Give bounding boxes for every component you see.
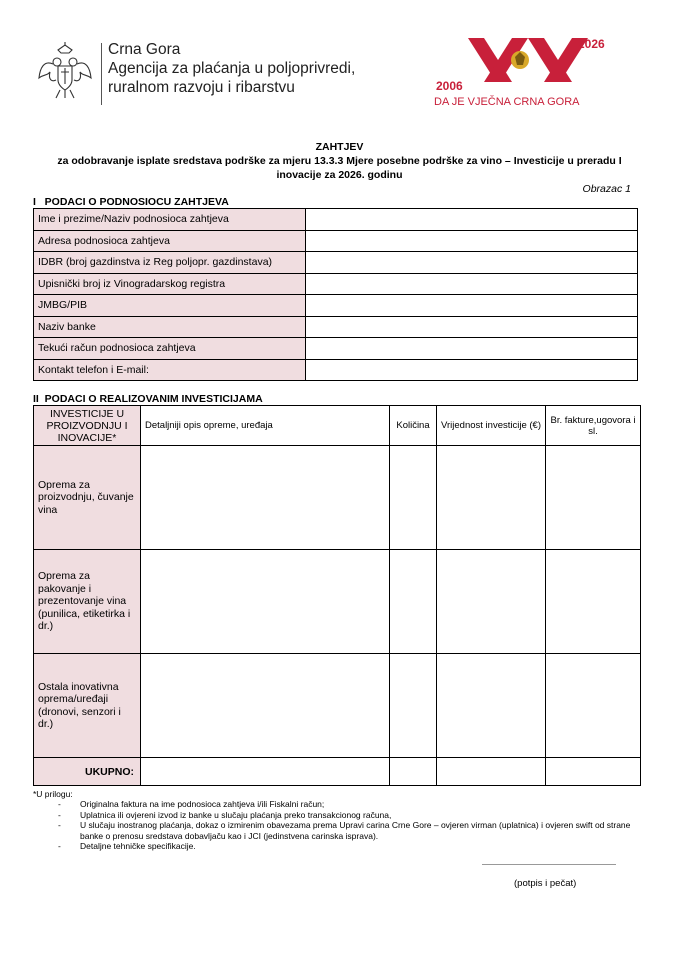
total-value-cell[interactable] — [437, 758, 546, 786]
attachment-text: Uplatnica ili ovjereni izvod iz banke u slučaju plaćanja preko transakcionog računa, — [80, 809, 392, 820]
list-bullet: - — [58, 820, 61, 830]
list-item — [58, 841, 648, 852]
form-subtitle-line1: za odobravanje isplate sredstava podrške za mjeru 13.3.3 Mjere posebne podrške za vino – Investicije u preradu I — [57, 155, 622, 167]
category-label: Oprema za proizvodnju, čuvanje vina — [34, 446, 141, 550]
list-item — [58, 799, 648, 810]
jubilee-year-end: 2026 — [578, 37, 605, 51]
column-header-category: INVESTICIJE U PROIZVODNJU I INOVACIJE* — [34, 406, 141, 446]
field-label: JMBG/PIB — [34, 295, 306, 317]
invoice-input-cell[interactable] — [546, 550, 641, 654]
description-input-cell[interactable] — [141, 446, 390, 550]
list-item — [58, 820, 648, 841]
category-label: Ostala inovativna oprema/uređaji (dronovi, senzori i dr.) — [34, 654, 141, 758]
attachments-heading: *U prilogu: — [33, 789, 73, 799]
applicant-table — [33, 208, 638, 381]
total-row — [34, 758, 641, 786]
name-input-cell[interactable] — [306, 209, 638, 231]
quantity-input-cell[interactable] — [390, 654, 437, 758]
form-code: Obrazac 1 — [582, 183, 631, 195]
field-label: Ime i prezime/Naziv podnosioca zahtjeva — [34, 209, 306, 231]
list-bullet: - — [58, 799, 61, 809]
section-investments-heading: II PODACI O REALIZOVANIM INVESTICIJAMA — [33, 393, 263, 405]
field-label: Tekući račun podnosioca zahtjeva — [34, 338, 306, 360]
column-header-quantity: Količina — [390, 406, 437, 446]
agency-line-country: Crna Gora — [108, 41, 181, 58]
invoice-input-cell[interactable] — [546, 654, 641, 758]
total-quantity-cell[interactable] — [390, 758, 437, 786]
address-input-cell[interactable] — [306, 230, 638, 252]
quantity-input-cell[interactable] — [390, 446, 437, 550]
description-input-cell[interactable] — [141, 654, 390, 758]
invoice-input-cell[interactable] — [546, 446, 641, 550]
signature-label: (potpis i pečat) — [514, 878, 577, 889]
bank-name-input-cell[interactable] — [306, 316, 638, 338]
column-header-value: Vrijednost investicije (€) — [437, 406, 546, 446]
coat-of-arms-icon — [36, 42, 94, 100]
jubilee-slogan: DA JE VJEČNA CRNA GORA — [434, 96, 580, 108]
total-description-cell[interactable] — [141, 758, 390, 786]
quantity-input-cell[interactable] — [390, 550, 437, 654]
table-row — [34, 359, 638, 381]
agency-line-name-cont: ruralnom razvoju i ribarstvu — [108, 79, 295, 96]
idbr-input-cell[interactable] — [306, 252, 638, 274]
table-row — [34, 446, 641, 550]
value-input-cell[interactable] — [437, 550, 546, 654]
list-bullet: - — [58, 841, 61, 851]
attachment-text: U slučaju inostranog plaćanja, dokaz o izmirenim obavezama prema Upravi carina Crne Gore – ovjeren virman (uplatnica) i ovjeren swift od strane banke o prenosu sredstava dobavljaču kao i JCI (jedinstvena carinska isprava). — [80, 820, 631, 841]
list-item — [58, 810, 648, 821]
contact-input-cell[interactable] — [306, 359, 638, 381]
header-divider — [101, 43, 102, 105]
table-row — [34, 295, 638, 317]
total-invoice-cell[interactable] — [546, 758, 641, 786]
value-input-cell[interactable] — [437, 654, 546, 758]
form-subtitle-line2: inovacije za 2026. godinu — [276, 169, 403, 181]
attachments-list — [58, 799, 648, 852]
value-input-cell[interactable] — [437, 446, 546, 550]
total-label: UKUPNO: — [34, 758, 141, 786]
list-bullet: - — [58, 809, 61, 820]
agency-line-name: Agencija za plaćanja u poljoprivredi, — [108, 60, 356, 77]
agency-name — [108, 40, 355, 97]
jmbg-pib-input-cell[interactable] — [306, 295, 638, 317]
field-label: Upisnički broj iz Vinogradarskog registra — [34, 273, 306, 295]
table-row — [34, 654, 641, 758]
table-row — [34, 252, 638, 274]
table-row — [34, 316, 638, 338]
description-input-cell[interactable] — [141, 550, 390, 654]
column-header-invoice: Br. fakture,ugovora i sl. — [546, 406, 641, 446]
table-row — [34, 209, 638, 231]
table-row — [34, 273, 638, 295]
field-label: Naziv banke — [34, 316, 306, 338]
table-row — [34, 550, 641, 654]
investments-table — [33, 405, 641, 786]
section-applicant-heading: I PODACI O PODNOSIOCU ZAHTJEVA — [33, 196, 229, 208]
jubilee-year-start: 2006 — [436, 79, 463, 93]
signature-line[interactable] — [482, 864, 616, 865]
field-label: Kontakt telefon i E-mail: — [34, 359, 306, 381]
attachment-text: Detaljne tehničke specifikacije. — [80, 841, 196, 851]
field-label: Adresa podnosioca zahtjeva — [34, 230, 306, 252]
table-row — [34, 338, 638, 360]
jubilee-logo — [428, 30, 638, 110]
form-title: ZAHTJEV — [315, 141, 364, 153]
column-header-description: Detaljniji opis opreme, uređaja — [141, 406, 390, 446]
table-row — [34, 230, 638, 252]
account-input-cell[interactable] — [306, 338, 638, 360]
registry-number-input-cell[interactable] — [306, 273, 638, 295]
attachment-text: Originalna faktura na ime podnosioca zahtjeva i/ili Fiskalni račun; — [80, 799, 325, 809]
field-label: IDBR (broj gazdinstva iz Reg poljopr. gazdinstava) — [34, 252, 306, 274]
table-header-row — [34, 406, 641, 446]
category-label: Oprema za pakovanje i prezentovanje vina (punilica, etiketirka i dr.) — [34, 550, 141, 654]
